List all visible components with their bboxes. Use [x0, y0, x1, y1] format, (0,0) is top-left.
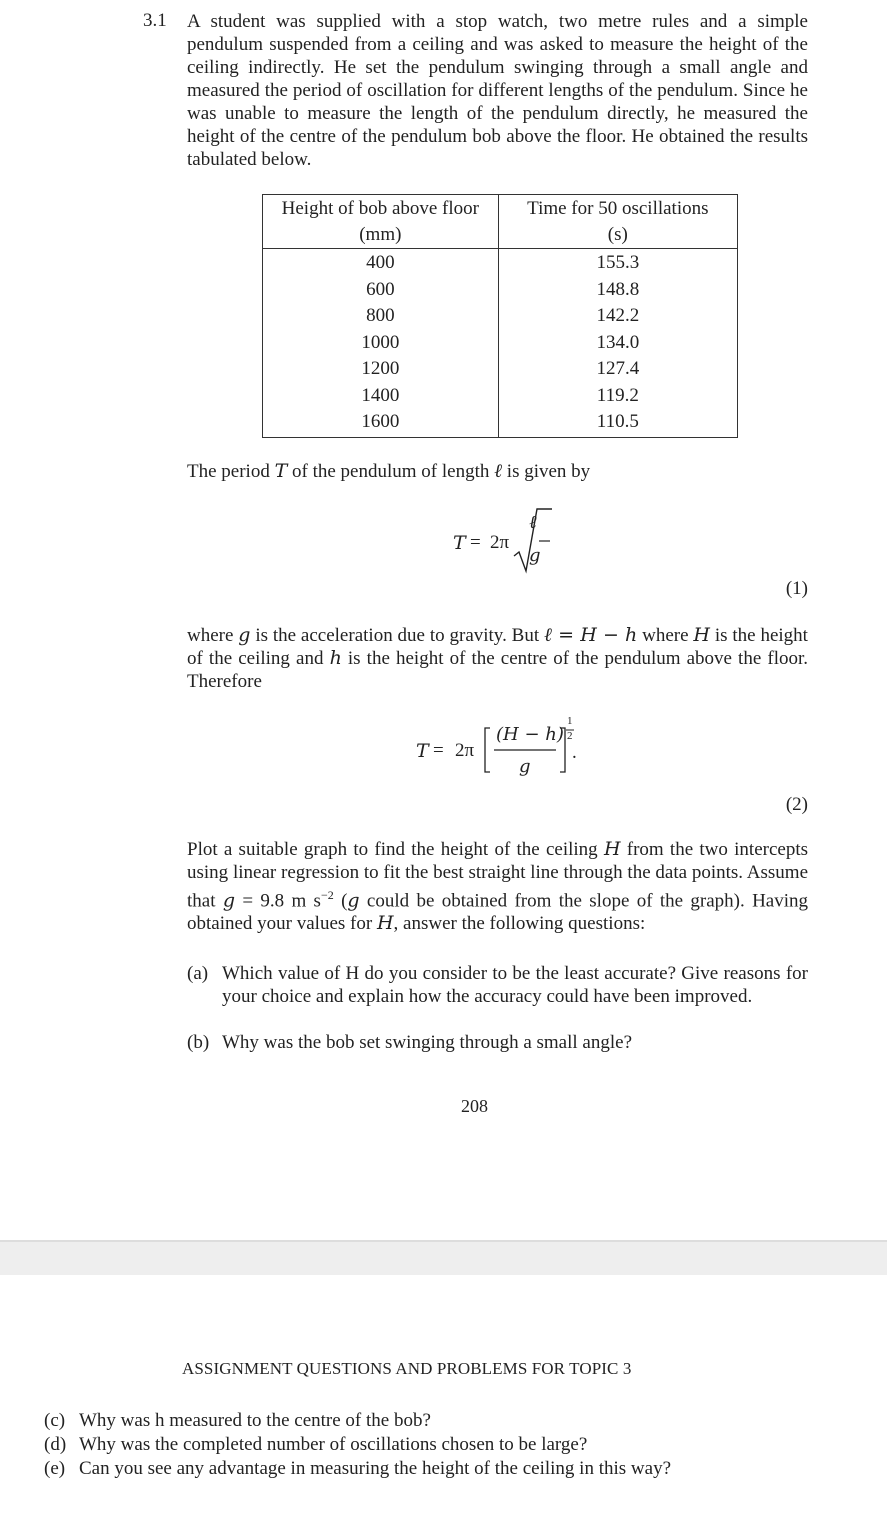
- sqrt-sign-icon: [512, 506, 552, 576]
- table-row: [263, 383, 738, 410]
- eq1-equals: =: [470, 532, 481, 553]
- height-cell: 1400: [263, 383, 499, 410]
- eq2-lhs: T: [416, 740, 429, 762]
- eq2-denominator: g: [519, 756, 531, 777]
- time-cell: 155.3: [498, 249, 737, 277]
- subquestion-b: [187, 1031, 808, 1055]
- subquestion-label: (a): [187, 963, 209, 984]
- time-cell: 142.2: [498, 303, 737, 330]
- subquestion-label: (c): [44, 1410, 66, 1431]
- table-row: [263, 277, 738, 304]
- subquestion-d: [44, 1433, 674, 1457]
- subquestion-label: (d): [44, 1434, 67, 1455]
- running-head: ASSIGNMENT QUESTIONS AND PROBLEMS FOR TOPIC 3: [182, 1359, 632, 1378]
- subquestion-text: Can you see any advantage in measuring the height of the ceiling in this way?: [79, 1458, 671, 1479]
- plot-instruction: Plot a suitable graph to find the height of the ceiling H from the two intercepts using linear regression to fit the best straight line through the data points. Assume that g = 9.8 m $s^{-2}$ (g could be obtained from the slope of the graph). Having obtained your values for H, answer the following questions:: [187, 838, 808, 935]
- page-gap: [0, 1240, 887, 1275]
- table-row: [263, 356, 738, 383]
- column-header-height: Height of bob above floor (mm): [263, 195, 499, 249]
- question-number: 3.1: [143, 10, 167, 31]
- time-cell: 110.5: [498, 409, 737, 437]
- results-table: [262, 194, 738, 438]
- exponent-fraction-bar-icon: [565, 728, 575, 732]
- eq2-exponent-denominator: 2: [567, 730, 573, 742]
- time-cell: 148.8: [498, 277, 737, 304]
- table-row: [263, 303, 738, 330]
- height-cell: 800: [263, 303, 499, 330]
- question-intro: A student was supplied with a stop watch, two metre rules and a simple pendulum suspended from a ceiling and was asked to measure the height of the ceiling indirectly. He set the pendulum swinging through a small angle and measured the period of oscillation for different lengths of the pendulum. Since he was unable to measure the length of the pendulum directly, he measured the height of the centre of the pendulum bob above the floor. He obtained the results tabulated below.: [187, 11, 808, 170]
- height-cell: 400: [263, 249, 499, 277]
- subquestion-e: [44, 1457, 674, 1505]
- subquestion-a: [187, 962, 808, 1032]
- height-cell: 1200: [263, 356, 499, 383]
- where-sentence: where g is the acceleration due to gravity. But ℓ = H − h where H is the height of the ceiling and h is the height of the centre of the pendulum above the floor. Therefore: [187, 624, 808, 692]
- subquestion-text: Why was h measured to the centre of the bob?: [79, 1410, 431, 1431]
- table-header-row: [263, 195, 738, 249]
- column-header-time: Time for 50 oscillations (s): [498, 195, 737, 249]
- eq2-numerator: (H − h): [496, 724, 564, 745]
- time-cell: 119.2: [498, 383, 737, 410]
- eq1-coef: 2π: [490, 532, 510, 553]
- equation-1-label: (1): [785, 578, 808, 599]
- eq1-numerator: ℓ: [529, 512, 537, 533]
- table-row: [263, 249, 738, 277]
- subquestion-label: (e): [44, 1458, 66, 1479]
- subquestion-text: Which value of H do you consider to be the least accurate? Give reasons for your choice and explain how the accuracy could have been improved.: [222, 963, 808, 1007]
- equation-2-label: (2): [785, 794, 808, 815]
- page-number: 208: [461, 1096, 488, 1116]
- period-sentence: The period T of the pendulum of length ℓ is given by: [187, 460, 591, 482]
- time-cell: 134.0: [498, 330, 737, 357]
- height-cell: 600: [263, 277, 499, 304]
- time-cell: 127.4: [498, 356, 737, 383]
- table-row: [263, 409, 738, 437]
- height-cell: 1000: [263, 330, 499, 357]
- subquestion-label: (b): [187, 1032, 210, 1053]
- eq2-equals: =: [433, 740, 444, 761]
- eq1-lhs: T: [453, 532, 466, 554]
- subquestion-text: Why was the bob set swinging through a small angle?: [222, 1032, 633, 1053]
- bracket-icon: [480, 720, 590, 780]
- table-row: [263, 330, 738, 357]
- eq1-denominator: g: [529, 545, 541, 566]
- eq2-period: .: [572, 742, 577, 763]
- subquestion-c: [44, 1409, 674, 1433]
- subquestion-text: Why was the completed number of oscillations chosen to be large?: [79, 1434, 588, 1455]
- height-cell: 1600: [263, 409, 499, 437]
- eq2-exponent-numerator: 1: [567, 715, 573, 727]
- eq2-coef: 2π: [455, 740, 475, 761]
